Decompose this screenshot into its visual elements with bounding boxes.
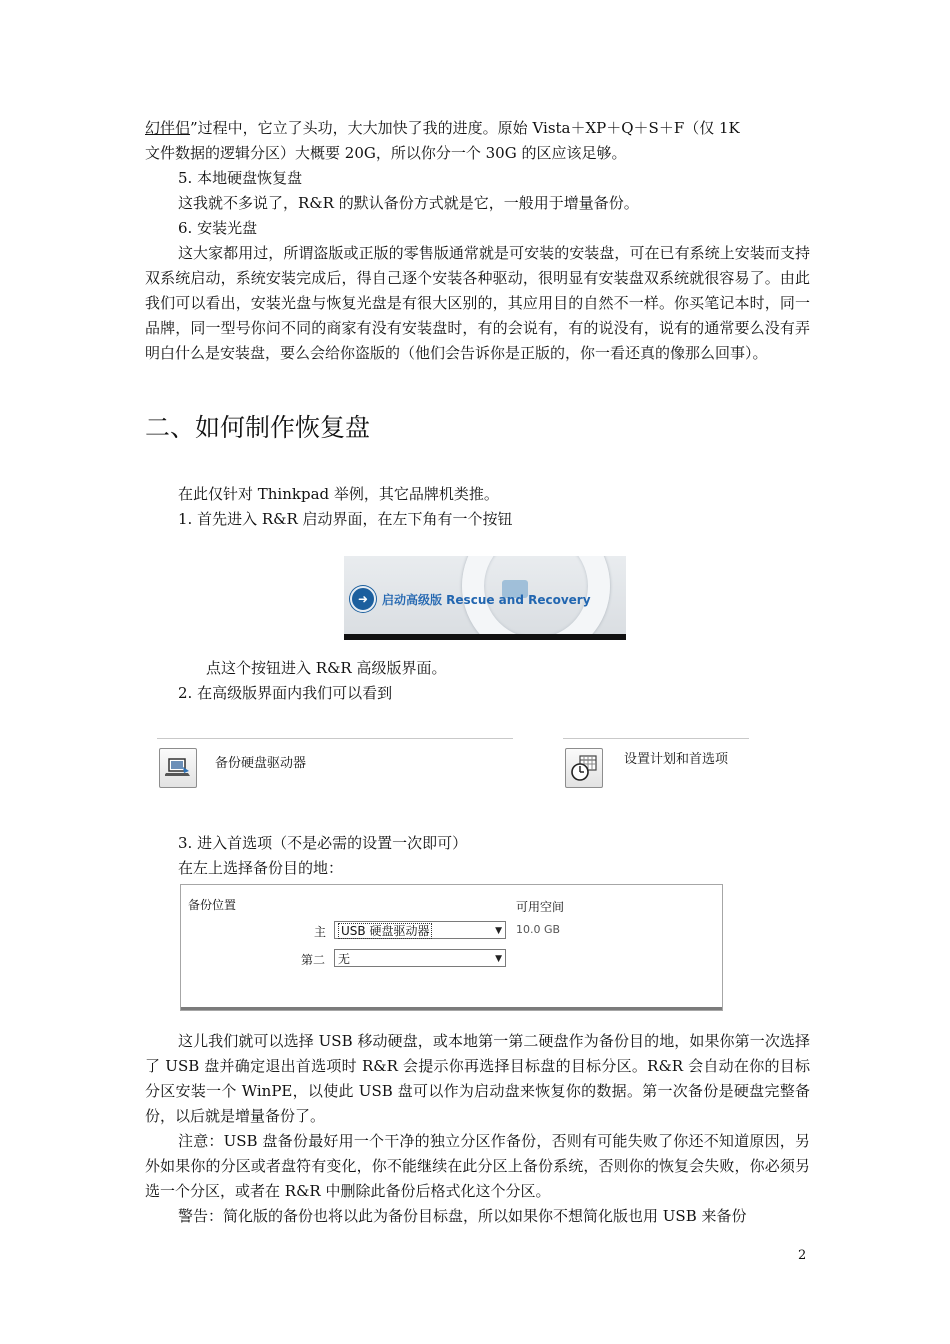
primary-destination-value: USB 硬盘驱动器 (338, 923, 432, 939)
item6-title: 6. 安装光盘 (178, 219, 258, 237)
item6-text: 这大家都用过，所谓盗版或正版的零售版通常就是可安装的安装盘，可在已有系统上安装而支持双系统启动，系统安装完成后，得自己逐个安装各种驱动，很明显有安装盘双系统就很容易了。由此我们可以看出，安装光盘与恢复光盘是有很大区别的，其应用目的自然不一样。你买笔记本时，同一品牌，同一型号你问不同的商家有没有安装盘时，有的会说有，有的说没有，说有的通常要么没有弄明白什么是安装盘，要么会给你盗版的（他们会告诉你是正版的，你一看还真的像那么回事）。 (145, 244, 810, 362)
item5-title: 5. 本地硬盘恢复盘 (178, 169, 303, 187)
backup-drive-label: 备份硬盘驱动器 (215, 756, 307, 771)
underlined-term: 幻伴侣 (145, 119, 191, 137)
chevron-down-icon: ▼ (495, 926, 502, 936)
second-destination-value: 无 (338, 952, 351, 966)
divider (157, 738, 513, 739)
divider (563, 738, 749, 739)
paragraph-intro-line1: ”过程中，它立了头功，大大加快了我的进度。原始 Vista＋XP＋Q＋S＋F（仅 1K (190, 119, 740, 137)
chevron-down-icon: ▼ (495, 954, 502, 964)
clock-calendar-icon (565, 748, 603, 788)
step3-sub: 在左上选择备份目的地： (178, 859, 344, 877)
paragraph-note: 注意：USB 盘备份最好用一个干净的独立分区作备份，否则有可能失败了你还不知道原因，另外如果你的分区或者盘符有变化，你不能继续在此分区上备份系统，否则你的恢复会失败，你必须另选一个分区，或者在 R&R 中删除此备份后格式化这个分区。 (145, 1132, 810, 1200)
arrow-circle-icon: ➜ (350, 586, 376, 612)
screenshot-bottom-bar (344, 634, 626, 640)
step1-after: 点这个按钮进入 R&R 高级版界面。 (206, 659, 447, 677)
paragraph-intro-line2: 文件数据的逻辑分区）大概要 20G，所以你分一个 30G 的区应该足够。 (145, 144, 627, 162)
step3: 3. 进入首选项（不是必需的设置一次即可） (178, 834, 468, 852)
paragraph-usb: 这儿我们就可以选择 USB 移动硬盘，或本地第一第二硬盘作为备份目的地，如果你第一次选择了 USB 盘并确定退出首选项时 R&R 会提示你再选择目标盘的目标分区。R&R 会自动在你的目标分区安装一个 WinPE，以使此 USB 盘可以作为启动盘来恢复你的数据。第一次备份是硬盘完整备份，以后就是增量备份了。 (145, 1032, 810, 1125)
backup-location-label: 备份位置 (188, 898, 237, 912)
schedule-preferences-option[interactable] (563, 738, 749, 792)
primary-label: 主 (314, 925, 327, 939)
section-heading: 二、如何制作恢复盘 (145, 413, 371, 442)
primary-available-space: 10.0 GB (516, 923, 561, 936)
paragraph-intro (145, 116, 810, 166)
schedule-preferences-label: 设置计划和首选项 (624, 752, 729, 767)
second-destination-select[interactable] (334, 949, 506, 967)
rescue-recovery-screenshot (344, 556, 626, 640)
laptop-backup-icon (159, 748, 197, 788)
available-space-label: 可用空间 (516, 900, 565, 914)
page-number: 2 (798, 1248, 807, 1263)
step1: 1. 首先进入 R&R 启动界面，在左下角有一个按钮 (178, 510, 513, 528)
step2: 2. 在高级版界面内我们可以看到 (178, 684, 393, 702)
backup-drive-option[interactable] (157, 738, 513, 792)
advanced-rr-button[interactable] (350, 586, 591, 612)
backup-location-panel (180, 884, 723, 1011)
paragraph-warning: 警告：简化版的备份也将以此为备份目标盘，所以如果你不想简化版也用 USB 来备份 (178, 1207, 747, 1225)
primary-destination-select[interactable] (334, 921, 506, 939)
intro-line: 在此仅针对 Thinkpad 举例，其它品牌机类推。 (178, 485, 499, 503)
advanced-rr-button-label: 启动高级版 Rescue and Recovery (382, 592, 591, 607)
second-label: 第二 (301, 953, 326, 967)
panel-bottom-border (181, 1007, 722, 1010)
item5-text: 这我就不多说了，R&R 的默认备份方式就是它，一般用于增量备份。 (178, 194, 639, 212)
